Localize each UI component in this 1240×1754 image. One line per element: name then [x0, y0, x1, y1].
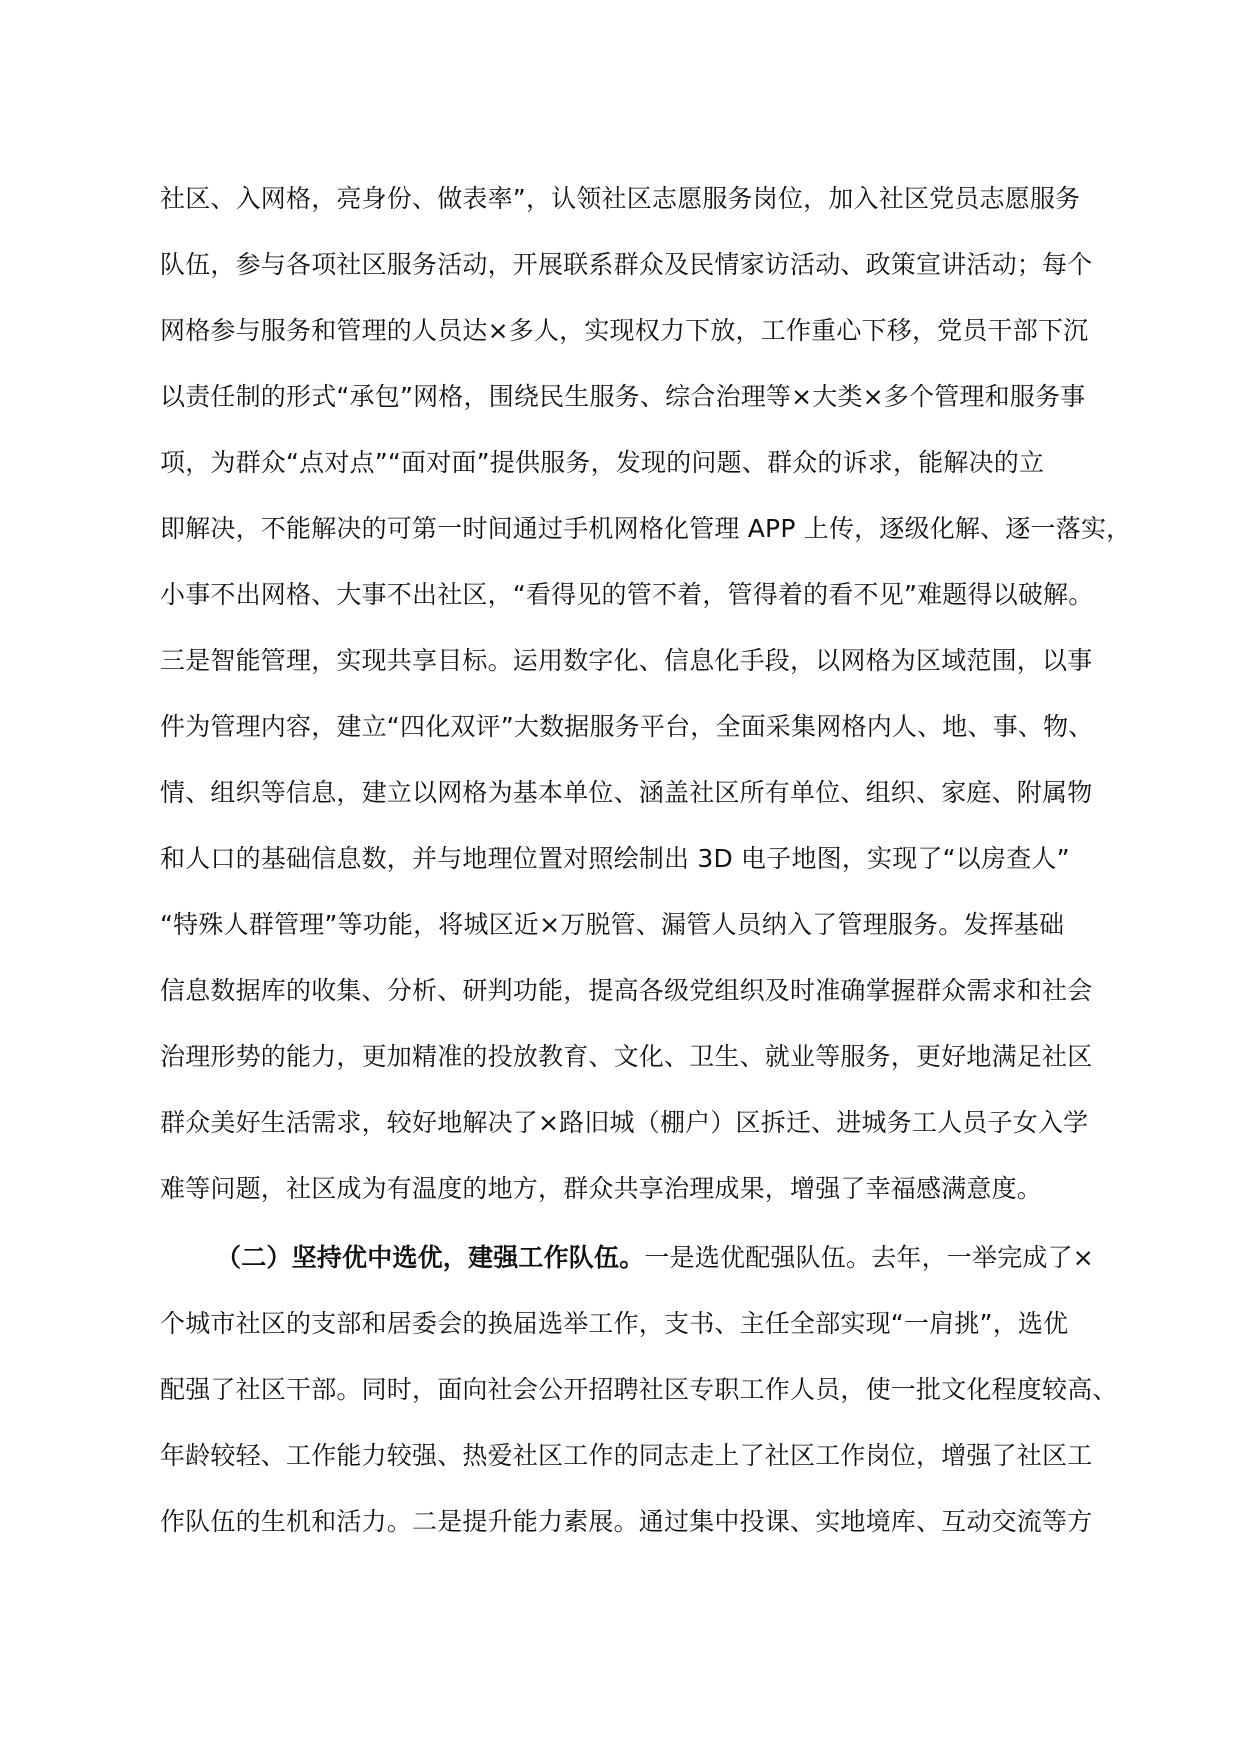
- text-line: 作队伍的生机和活力。二是提升能力素展。通过集中投课、实地境库、互动交流等方: [160, 1507, 1093, 1536]
- paragraph-1: [160, 166, 1132, 1222]
- text-line: 以责任制的形式“承包”网格，围绕民生服务、综合治理等×大类×多个管理和服务事: [160, 382, 1086, 411]
- text-line: 难等问题，社区成为有温度的地方，群众共享治理成果，增强了幸福感满意度。: [160, 1174, 1043, 1203]
- text-line: 和人口的基础信息数，并与地理位置对照绘制出 3D 电子地图，实现了“以房查人”: [160, 844, 1070, 873]
- text-line: 情、组织等信息，建立以网格为基本单位、涵盖社区所有单位、组织、家庭、附属物: [160, 778, 1093, 807]
- text-line: 信息数据库的收集、分析、研判功能，提高各级党组织及时准确掌握群众需求和社会: [160, 976, 1093, 1005]
- text-line: 治理形势的能力，更加精准的投放教育、文化、卫生、就业等服务，更好地满足社区: [160, 1042, 1093, 1071]
- text-line: 配强了社区干部。同时，面向社会公开招聘社区专职工作人员，使一批文化程度较高、: [160, 1375, 1118, 1404]
- paragraph-2: [160, 1225, 1118, 1555]
- section-heading: （二）坚持优中选优，建强工作队伍。: [216, 1243, 645, 1272]
- text-line: 小事不出网格、大事不出社区，“看得见的管不着，管得着的看不见”难题得以破解。: [160, 580, 1094, 609]
- first-line-text: 一是选优配强队伍。去年，一举完成了×: [644, 1243, 1094, 1272]
- text-line: 三是智能管理，实现共享目标。运用数字化、信息化手段，以网格为区域范围，以事: [160, 646, 1093, 675]
- text-line: 队伍，参与各项社区服务活动，开展联系群众及民情家访活动、政策宣讲活动；每个: [160, 250, 1093, 279]
- text-line: 即解决，不能解决的可第一时间通过手机网格化管理 APP 上传，逐级化解、逐一落实，: [160, 514, 1132, 543]
- text-line: 群众美好生活需求，较好地解决了×路旧城（棚户）区拆迁、进城务工人员子女入学: [160, 1108, 1089, 1137]
- text-line: “特殊人群管理”等功能，将城区近×万脱管、漏管人员纳入了管理服务。发挥基础: [160, 910, 1065, 939]
- text-line: 网格参与服务和管理的人员达×多人，实现权力下放，工作重心下移，党员干部下沉: [160, 316, 1089, 345]
- text-line: 个城市社区的支部和居委会的换届选举工作，支书、主任全部实现“一肩挑”，选优: [160, 1309, 1069, 1338]
- text-line: 社区、入网格，亮身份、做表率”，认领社区志愿服务岗位，加入社区党员志愿服务: [160, 184, 1081, 213]
- text-line: 年龄较轻、工作能力较强、热爱社区工作的同志走上了社区工作岗位，增强了社区工: [160, 1441, 1093, 1470]
- text-line: 件为管理内容，建立“四化双评”大数据服务平台，全面采集网格内人、地、事、物、: [160, 712, 1094, 741]
- text-line: 项，为群众“点对点”“面对面”提供服务，发现的问题、群众的诉求，能解决的立: [160, 448, 1045, 477]
- paragraph-2-first-line: [160, 1225, 1100, 1291]
